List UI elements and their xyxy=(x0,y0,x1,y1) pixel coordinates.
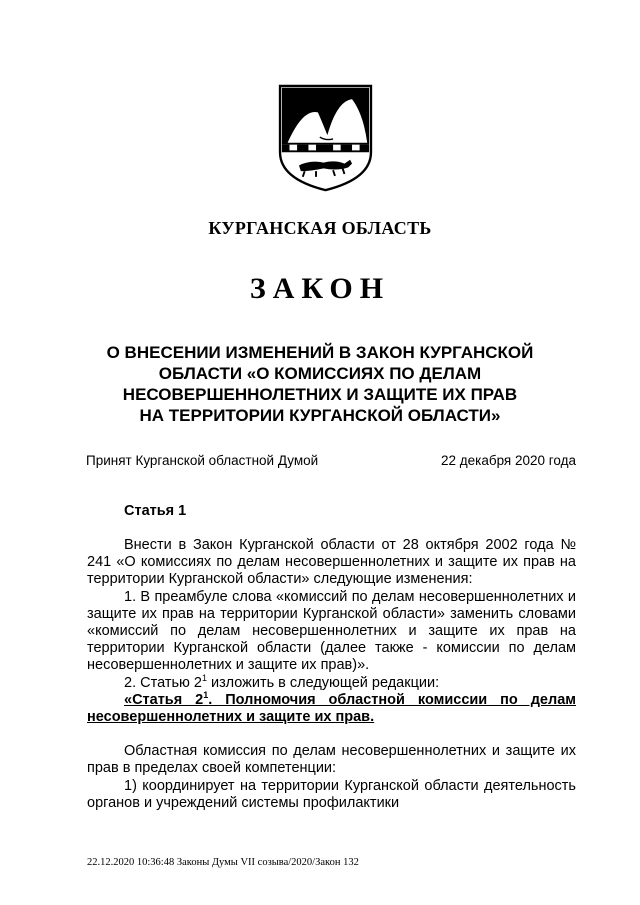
paragraph-competence: Областная комиссия по делам несовершеннолетних и защите их прав в пределах своей компетенции: xyxy=(87,743,576,777)
quoted-article-text-rest: . Полномочия областной комиссии по делам несовершеннолетних и защите их прав. xyxy=(87,691,576,726)
quoted-article-heading xyxy=(87,692,576,726)
coat-of-arms-icon xyxy=(278,84,373,192)
item2-superscript: 1 xyxy=(201,672,207,683)
paragraph-intro: Внести в Закон Курганской области от 28 октября 2002 года № 241 «О комиссиях по делам несовершеннолетних и защите их прав на территории Курганской области» следующие изменения: xyxy=(87,537,576,588)
document-footer: 22.12.2020 10:36:48 Законы Думы VII созыва/2020/Закон 132 xyxy=(87,857,359,868)
law-title-line: О ВНЕСЕНИИ ИЗМЕНЕНИЙ В ЗАКОН КУРГАНСКОЙ xyxy=(106,343,534,362)
quoted-article-superscript: 1 xyxy=(203,690,209,700)
law-title-line: НЕСОВЕРШЕННОЛЕТНИХ И ЗАЩИТЕ ИХ ПРАВ xyxy=(122,385,518,404)
item2-text-rest: изложить в следующей редакции: xyxy=(207,674,440,691)
paragraph-sub-1: 1) координирует на территории Курганской области деятельность органов и учреждений системы профилактики xyxy=(87,777,576,811)
region-heading: КУРГАНСКАЯ ОБЛАСТЬ xyxy=(208,218,432,238)
adopted-by: Принят Курганской областной Думой xyxy=(86,453,319,468)
adoption-line xyxy=(86,453,576,471)
item2-text: 2. Статью 2 xyxy=(124,674,202,691)
quoted-article-text: «Статья 2 xyxy=(124,691,204,708)
article-heading: Статья 1 xyxy=(124,503,187,519)
paragraph-spacer xyxy=(87,726,576,743)
paragraph-item-1: 1. В преамбуле слова «комиссий по делам несовершеннолетних и защите их прав на территории Курганской области» заменить словами «комиссий по делам несовершеннолетних и защите их прав на территории Курганской области (далее также - комиссии по делам несовершеннолетних и защите их прав)». xyxy=(87,588,576,674)
document-type: ЗАКОН xyxy=(249,272,391,305)
law-title-line: НА ТЕРРИТОРИИ КУРГАНСКОЙ ОБЛАСТИ» xyxy=(139,406,501,425)
law-title-line: ОБЛАСТИ «О КОМИССИЯХ ПО ДЕЛАМ xyxy=(158,364,482,383)
article-body xyxy=(87,537,576,812)
law-title xyxy=(80,342,560,426)
paragraph-item-2 xyxy=(87,672,576,692)
adopted-date: 22 декабря 2020 года xyxy=(440,453,576,468)
